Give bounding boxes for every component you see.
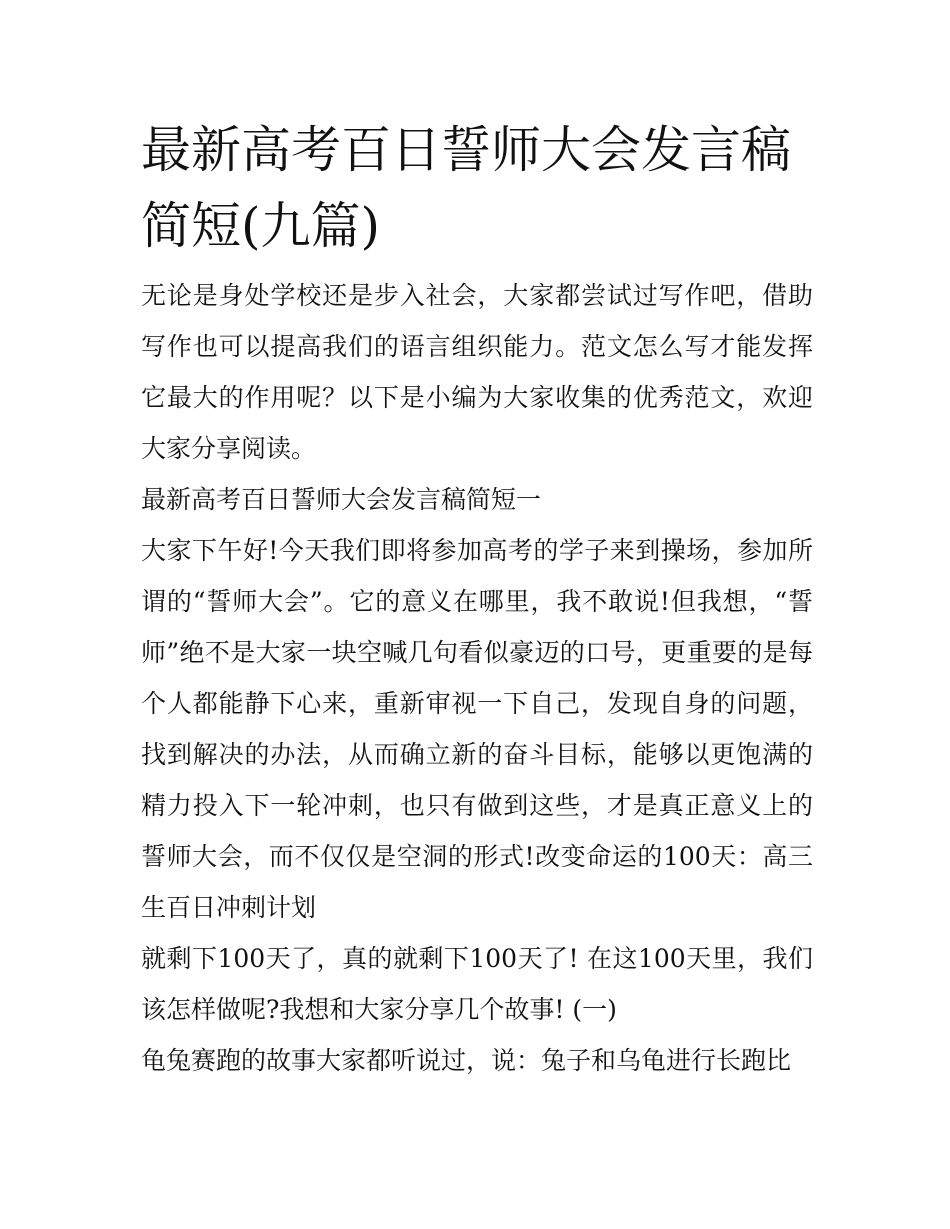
document-page	[141, 112, 813, 1086]
body-paragraph: 龟兔赛跑的故事大家都听说过，说：兔子和乌龟进行长跑比	[141, 1046, 792, 1075]
intro-paragraph: 无论是身处学校还是步入社会，大家都尝试过写作吧，借助写作也可以提高我们的语言组织能力。范文怎么写才能发挥它最大的作用呢？以下是小编为大家收集的优秀范文，欢迎大家分享阅读。	[141, 281, 813, 463]
section-heading: 最新高考百日誓师大会发言稿简短一	[141, 485, 542, 514]
document-title: 最新高考百日誓师大会发言稿简短(九篇)	[141, 121, 791, 255]
body-paragraph: 大家下午好!今天我们即将参加高考的学子来到操场，参加所谓的“誓师大会”。它的意义在哪里，我不敢说!但我想，“誓师”绝不是大家一块空喊几句看似豪迈的口号，更重要的是每个人都能静下心来，重新审视一下自己，发现自身的问题，找到解决的办法，从而确立新的奋斗目标，能够以更饱满的精力投入下一轮冲刺，也只有做到这些，才是真正意义上的誓师大会，而不仅仅是空洞的形式!改变命运的100天：高三生百日冲刺计划	[141, 536, 813, 922]
body-paragraph: 就剩下100天了，真的就剩下100天了! 在这100天里，我们该怎样做呢?我想和大家分享几个故事! (一)	[141, 944, 813, 1024]
